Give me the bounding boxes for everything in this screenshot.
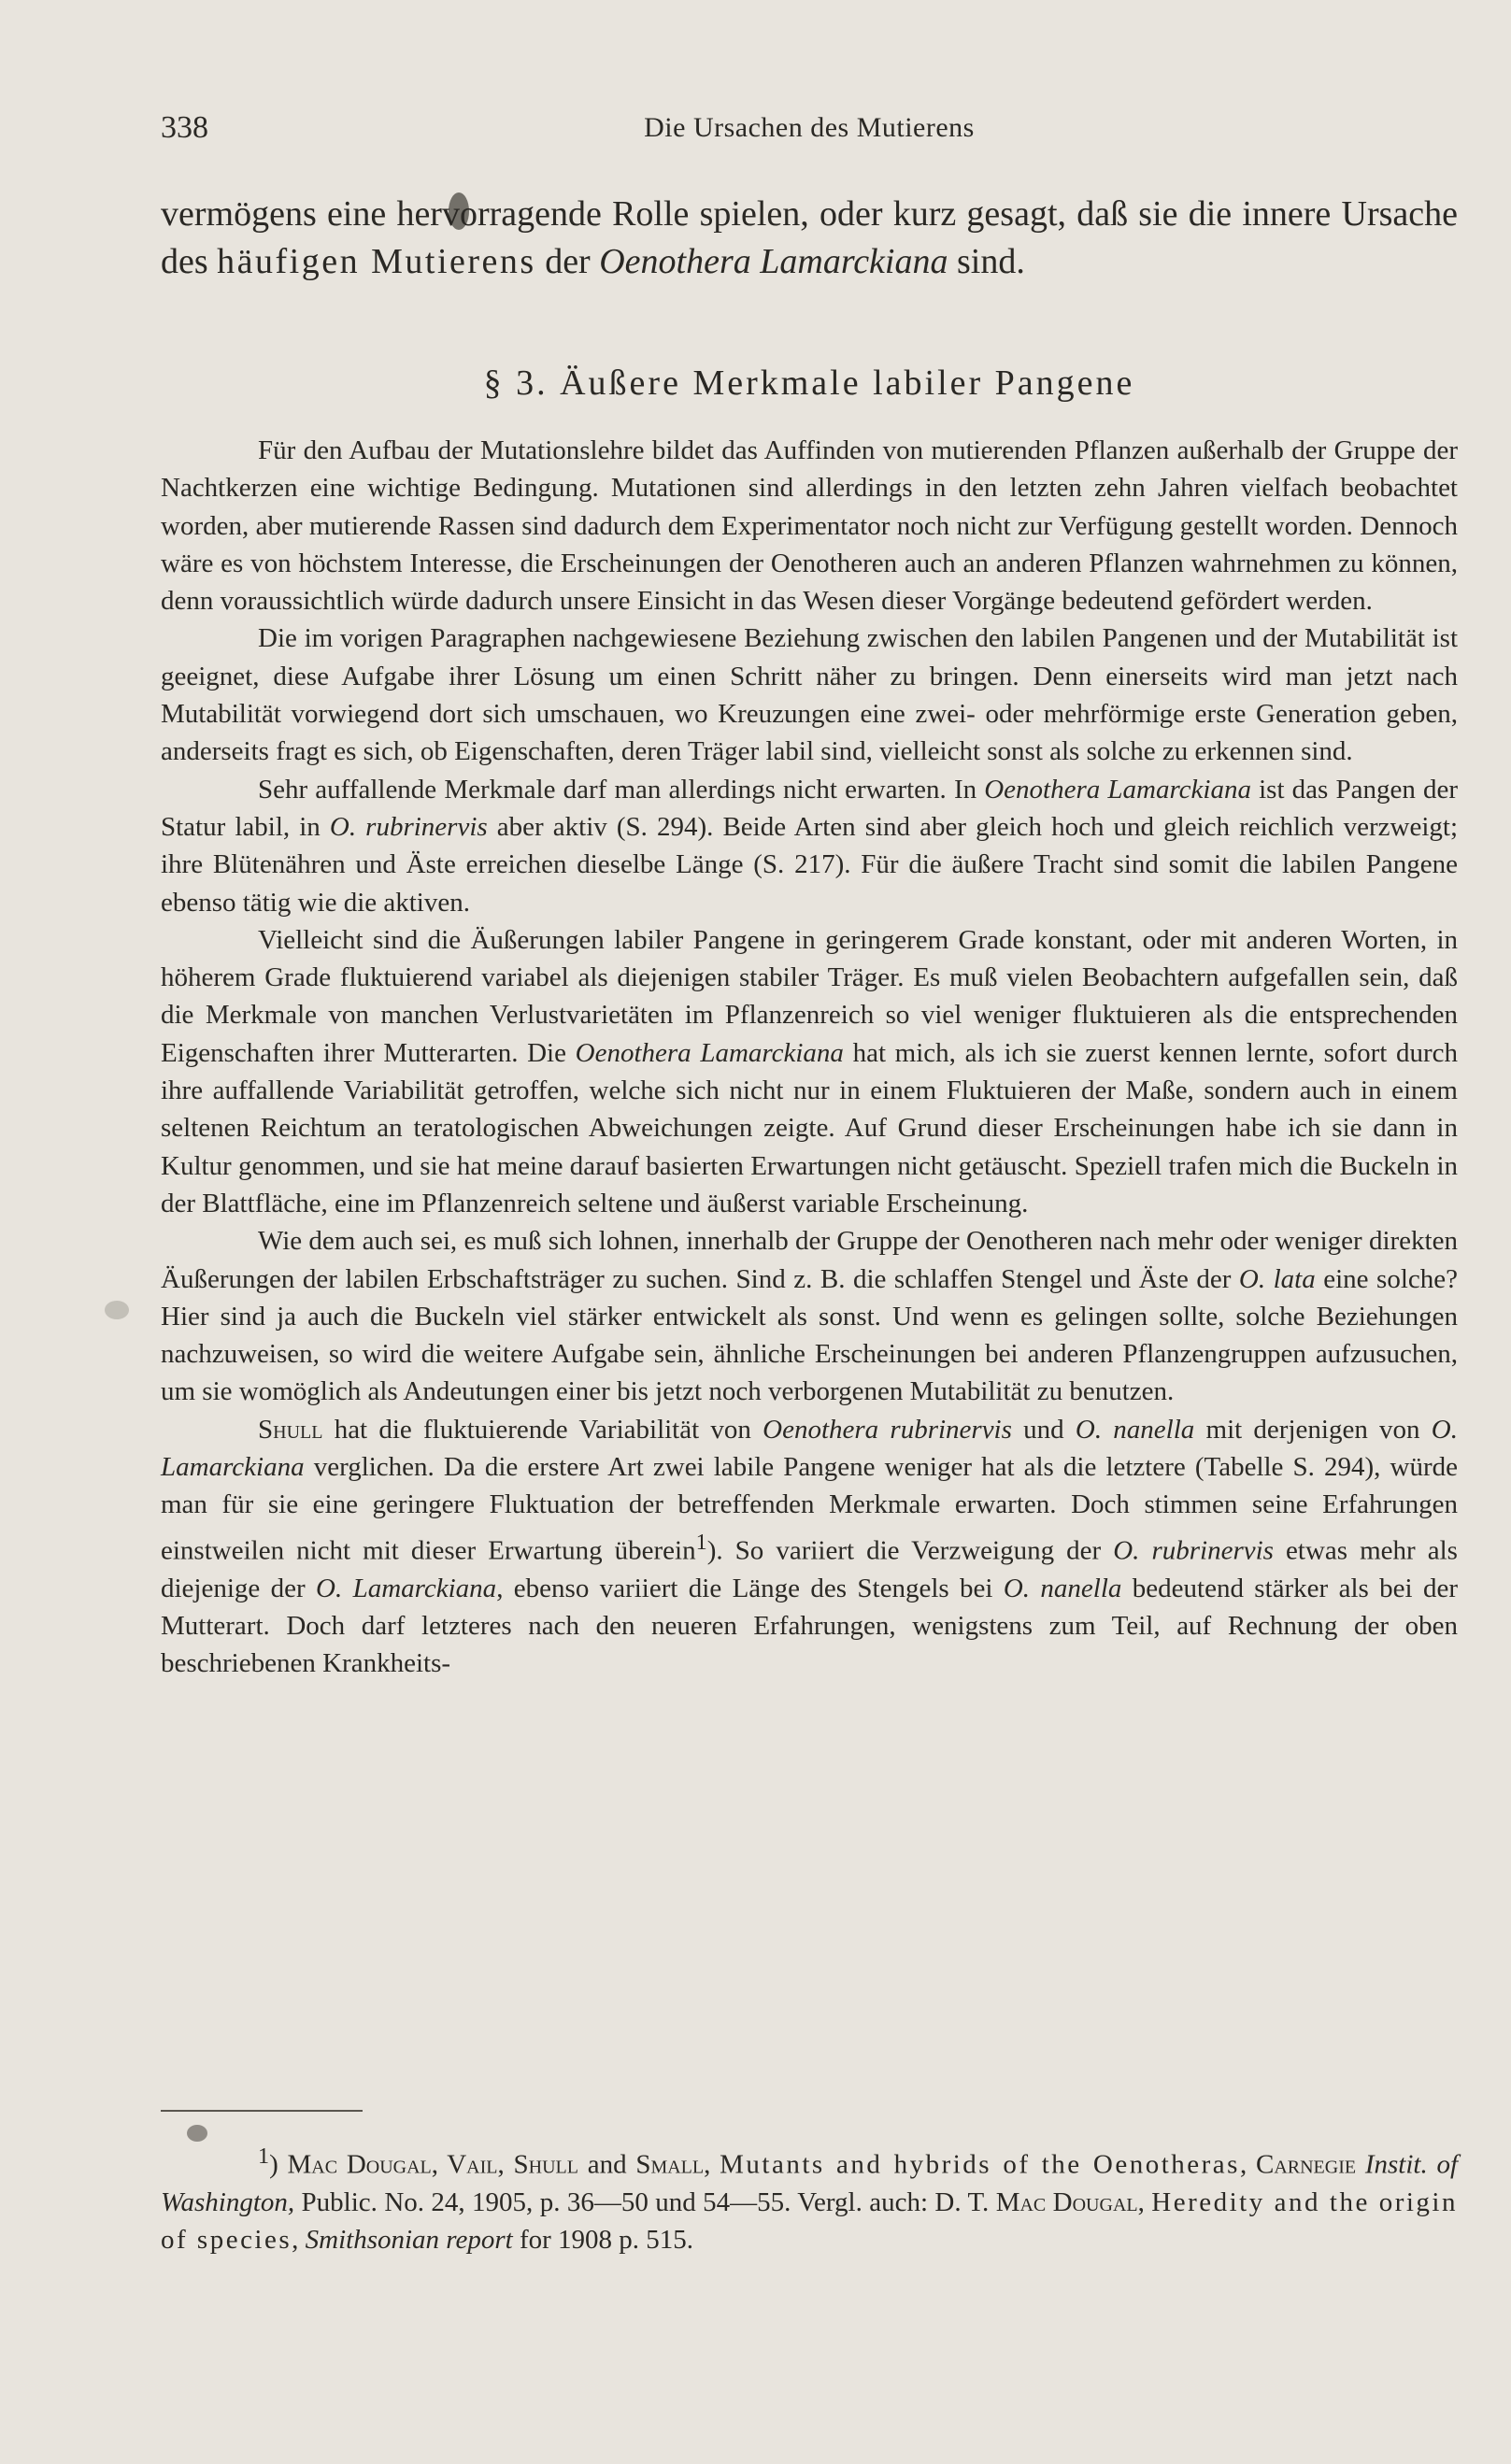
page-number: 338 <box>161 110 208 145</box>
species-name: O. rubrinervis <box>329 811 488 842</box>
section-title: § 3. Äußere Merkmale labiler Pangene <box>483 363 1135 403</box>
text: etwas mehr als diejenige der <box>161 1535 1458 1603</box>
institution-name: Instit. of Washington, <box>161 2149 1459 2217</box>
text: , <box>1239 2149 1256 2180</box>
footnote-text <box>161 2138 1458 2258</box>
text: und <box>1011 1414 1076 1445</box>
text: Die im vorigen Paragraphen nachgewiesene Beziehung zwischen den labilen Pangenen und der Mutabilität ist geeignet, diese Aufgabe ihrer Lösung um einen Schritt näher zu bringen. Denn einerseits wird man jetzt nach Mutabilität vorwiegend dort sich umschauen, wo Kreuzungen eine zwei- oder mehrförmige erste Generation geben, anderseits fragt es sich, ob Eigenschaften, deren Träger labil sind, vielleicht sonst als solche zu erkennen sind. <box>161 623 1458 767</box>
text: ist das Pangen der Statur labil, in <box>161 774 1458 842</box>
species-name: Oenothera rubrinervis <box>763 1414 1012 1445</box>
text: aber aktiv (S. 294). Beide Arten sind aber gleich hoch und gleich reichlich verzweigt; ihre Blütenähren und Äste erreichen dieselbe Länge (S. 217). Für die äußere Tracht sind somit die labilen Pangene ebenso tätig wie die aktiven. <box>161 811 1458 918</box>
text: , ebenso variiert die Länge des Stengels bei <box>496 1573 1004 1603</box>
author-name: Mac Dougal <box>995 2186 1138 2217</box>
text: ). So variiert die Verzweigung der <box>706 1535 1114 1566</box>
running-head: Die Ursachen des Mutierens <box>644 112 975 143</box>
paragraph <box>161 1411 1458 1683</box>
body-text <box>161 432 1458 1682</box>
text: ) <box>269 2149 288 2180</box>
species-name: Oenothera Lamarckiana <box>575 1037 844 1068</box>
text: hat mich, als ich sie zuerst kennen lernte, sofort durch ihre auffallende Variabilität getroffen, welche sich nicht nur in einem Fluktuieren der Maße, sondern auch in einem seltenen Reichtum an teratologischen Abweichungen zeigte. Auf Grund dieser Erscheinungen habe ich sie dann in Kultur genommen, und sie hat meine darauf basierten Erwartungen nicht getäuscht. Speziell trafen mich die Buckeln in der Blattfläche, eine im Pflanzenreich seltene und äußerst variable Erscheinung. <box>161 1037 1458 1218</box>
text: Vielleicht sind die Äußerungen labiler Pangene in geringerem Grade konstant, oder mit anderen Worten, in höherem Grade fluktuierend variabel als diejenigen stabiler Träger. Es muß vielen Beobachtern aufgefallen sein, daß die Merkmale von manchen Verlustvarietäten im Pflanzenreich so viel weniger fluktuieren als die entsprechenden Eigenschaften ihrer Mutterarten. Die <box>161 924 1458 1068</box>
text: and <box>577 2149 636 2180</box>
author-name: Mac Dougal, Vail, Shull <box>287 2149 578 2180</box>
text: for 1908 p. 515. <box>512 2224 694 2255</box>
species-name: O. lata <box>1238 1263 1316 1294</box>
text: verglichen. Da die erstere Art zwei labile Pangene weniger hat als die letztere (Tabelle S. 294), würde man für sie eine geringere Fluktuation der betreffenden Merkmale erwarten. Doch stimmen seine Erfahrungen einstweilen nicht mit dieser Erwartung überein <box>161 1452 1458 1566</box>
species-name: Oenothera Lamarckiana <box>599 242 948 281</box>
text: eine solche? Hier sind ja auch die Buckeln viel stärker entwickelt als sonst. Und wenn es gelingen sollte, solche Beziehungen nachzuweisen, so wird die weitere Aufgabe sein, ähnliche Erscheinungen bei anderen Pflanzengruppen aufzusuchen, um sie womöglich als Andeutungen einer bis jetzt noch verborgenen Mutabilität zu benutzen. <box>161 1263 1459 1407</box>
text: bedeutend stärker als bei der Mutterart. Doch darf letzteres nach den neueren Erfahrungen, wenigstens zum Teil, auf Rechnung der oben beschriebenen Krankheits- <box>161 1573 1458 1679</box>
institution-name: Carnegie <box>1255 2149 1357 2180</box>
publication-title: Mutants and hybrids of the Oenotheras <box>720 2149 1240 2180</box>
paragraph <box>161 1222 1458 1410</box>
footnote-ref[interactable]: 1 <box>695 1529 707 1555</box>
species-name: Oenothera Lamarckiana <box>984 774 1251 805</box>
publication-title: Smithsonian report <box>305 2224 513 2255</box>
text: der <box>535 242 600 281</box>
paragraph <box>161 620 1458 770</box>
species-name: O. Lamarckiana <box>161 1414 1458 1483</box>
paragraph <box>161 432 1458 620</box>
page-header <box>161 110 1458 153</box>
species-name: O. nanella <box>1003 1573 1122 1603</box>
footnote-marker: 1 <box>258 2144 270 2169</box>
text: hat die fluktuierende Variabilität von <box>322 1414 763 1445</box>
paragraph <box>161 771 1458 921</box>
spaced-text: häufigen Mutierens <box>217 242 536 281</box>
author-name: Shull <box>258 1414 323 1445</box>
publication-title: Heredity and the origin of species <box>161 2186 1458 2255</box>
footnote-rule <box>161 2110 363 2112</box>
text: Wie dem auch sei, es muß sich lohnen, innerhalb der Gruppe der Oenotheren nach mehr oder weniger direkten Äußerungen der labilen Erbschaftsträger zu suchen. Sind z. B. die schlaffen Stengel und Äste der <box>161 1226 1458 1294</box>
text: , <box>704 2149 720 2180</box>
text: Public. No. 24, 1905, p. 36—50 und 54—55. Vergl. auch: D. T. <box>294 2186 996 2217</box>
text: , <box>292 2224 306 2255</box>
footnote <box>161 2138 1458 2258</box>
paragraph <box>161 921 1458 1222</box>
species-name: O. Lamarckiana <box>316 1573 497 1603</box>
text: Für den Aufbau der Mutationslehre bildet das Auffinden von mutierenden Pflanzen außerhalb der Gruppe der Nachtkerzen eine wichtige Bedingung. Mutationen sind allerdings in den letzten zehn Jahren vielfach beobachtet worden, aber mutierende Rassen sind dadurch dem Experimentator noch nicht zur Verfügung gestellt worden. Dennoch wäre es von höchstem Interesse, die Erscheinungen der Oenotheren auch an anderen Pflanzen wahrnehmen zu können, denn voraussichtlich würde dadurch unsere Einsicht in das Wesen dieser Vorgänge bedeutend gefördert werden. <box>161 435 1458 617</box>
text: Sehr auffallende Merkmale darf man allerdings nicht erwarten. In <box>258 774 985 805</box>
text: , <box>1137 2186 1152 2217</box>
species-name: O. nanella <box>1075 1414 1195 1445</box>
text: vermögens eine hervorragende Rolle spielen, oder kurz gesagt, daß sie die innere Ursache des <box>161 194 1458 281</box>
text <box>1356 2150 1365 2180</box>
ink-blot <box>105 1301 129 1319</box>
lead-paragraph <box>161 191 1458 286</box>
text: sind. <box>948 242 1025 281</box>
author-name: Small <box>635 2149 705 2180</box>
species-name: O. rubrinervis <box>1113 1535 1274 1566</box>
text: mit derjenigen von <box>1194 1414 1432 1445</box>
